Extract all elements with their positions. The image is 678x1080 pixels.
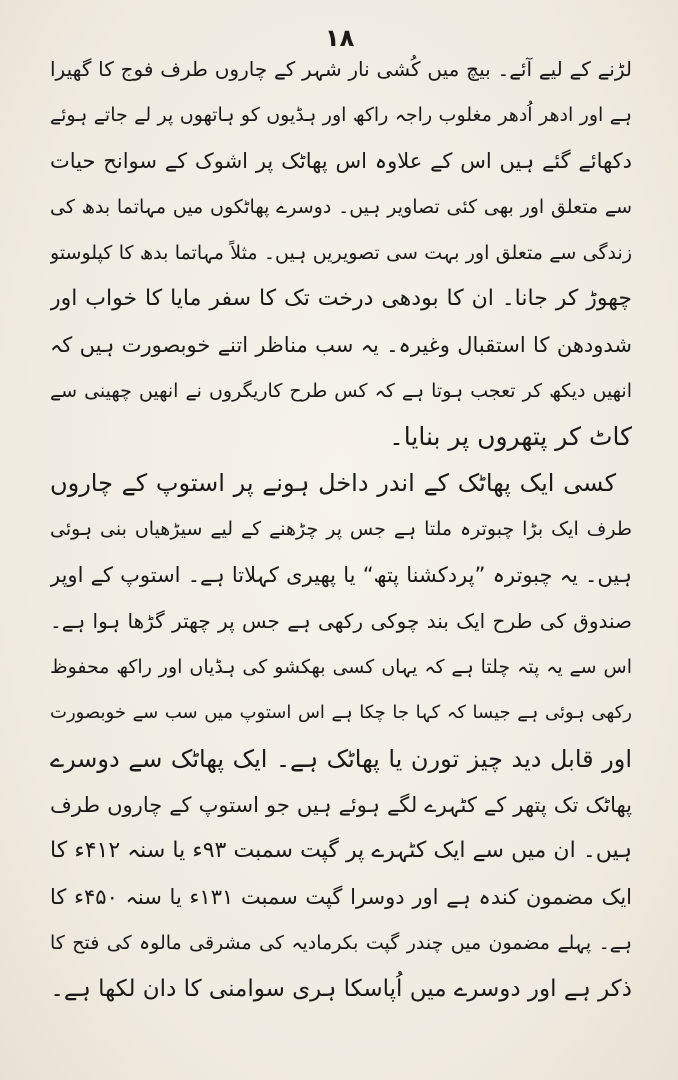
text-line: اور قابل دید چیز تورن یا پھاٹک ہے۔ ایک پھاٹک سے دوسرے xyxy=(50,745,632,773)
text-line: ہے۔ پہلے مضمون میں چندر گپت بکرمادیہ کی مشرقی مالوہ کی فتح کا xyxy=(50,932,632,954)
text-line: زندگی سے متعلق اور بہت سی تصویریں ہیں۔ مثلاً مہاتما بدھ کا کپلوستو xyxy=(50,242,632,264)
paragraph-start-line: کسی ایک پھاٹک کے اندر داخل ہونے پر استوپ کے چاروں xyxy=(50,469,616,497)
text-line: اس سے یہ پتہ چلتا ہے کہ یہاں کسی بھکشو کی ہڈیاں اور راکھ محفوظ xyxy=(50,656,632,678)
text-line: ہیں۔ ان میں سے ایک کٹہرے پر گپت سمبت ۹۳ء یا سنہ ۴۱۲ء کا xyxy=(50,838,632,863)
text-line: پھاٹک تک پتھر کے کٹہرے لگے ہوئے ہیں جو استوپ کے چاروں طرف xyxy=(50,793,632,817)
text-line: رکھی ہوئی ہے جیسا کہ کہا جا چکا ہے اس استوپ میں سب سے خوبصورت xyxy=(50,702,632,723)
text-line: چھوڑ کر جانا۔ ان کا بودھی درخت تک کا سفر مایا کا خواب اور xyxy=(50,286,632,311)
page-number: ۱۸ xyxy=(325,24,355,52)
text-line: ہے اور ادھر اُدھر مغلوب راجہ راکھ اور ہڈیوں کو ہاتھوں پر لے جاتے ہوئے xyxy=(50,104,632,126)
text-line: لڑنے کے لیے آئے۔ بیچ میں کُشی نار شہر کے چاروں طرف فوج کا گھیرا xyxy=(50,57,632,81)
text-line: شدودھن کا استقبال وغیرہ۔ یہ سب مناظر اتنے خوبصورت ہیں کہ xyxy=(50,333,632,357)
text-line: انھیں دیکھ کر تعجب ہوتا ہے کہ کس طرح کاریگروں نے انھیں چھینی سے xyxy=(50,380,632,402)
paragraph-end-line: ذکر ہے اور دوسرے میں اُپاسکا ہری سوامنی کا دان لکھا ہے۔ xyxy=(50,976,632,1002)
text-line: طرف ایک بڑا چبوترہ ملتا ہے جس پر چڑھنے کے لیے سیڑھیاں بنی ہوئی xyxy=(50,518,632,540)
text-line: صندوق کی طرح ایک بند چوکی رکھی ہے جس پر چھتر گڑھا ہوا ہے۔ xyxy=(50,609,632,633)
text-line: دکھائے گئے ہیں اس کے علاوہ اس پھاٹک پر اشوک کے سوانح حیات xyxy=(50,149,632,173)
paragraph-end-line: کاٹ کر پتھروں پر بنایا۔ xyxy=(389,422,632,451)
text-line: ایک مضمون کندہ ہے اور دوسرا گپت سمبت ۱۳۱ء یا سنہ ۴۵۰ء کا xyxy=(50,885,632,909)
text-line: سے متعلق اور بھی کئی تصاویر ہیں۔ دوسرے پھاٹکوں میں مہاتما بدھ کی xyxy=(50,196,632,218)
text-line: ہیں۔ یہ چبوترہ ”پردکشنا پتھ“ یا پھیری کہلاتا ہے۔ استوپ کے اوپر xyxy=(50,563,632,587)
urdu-text-block xyxy=(50,46,632,1012)
